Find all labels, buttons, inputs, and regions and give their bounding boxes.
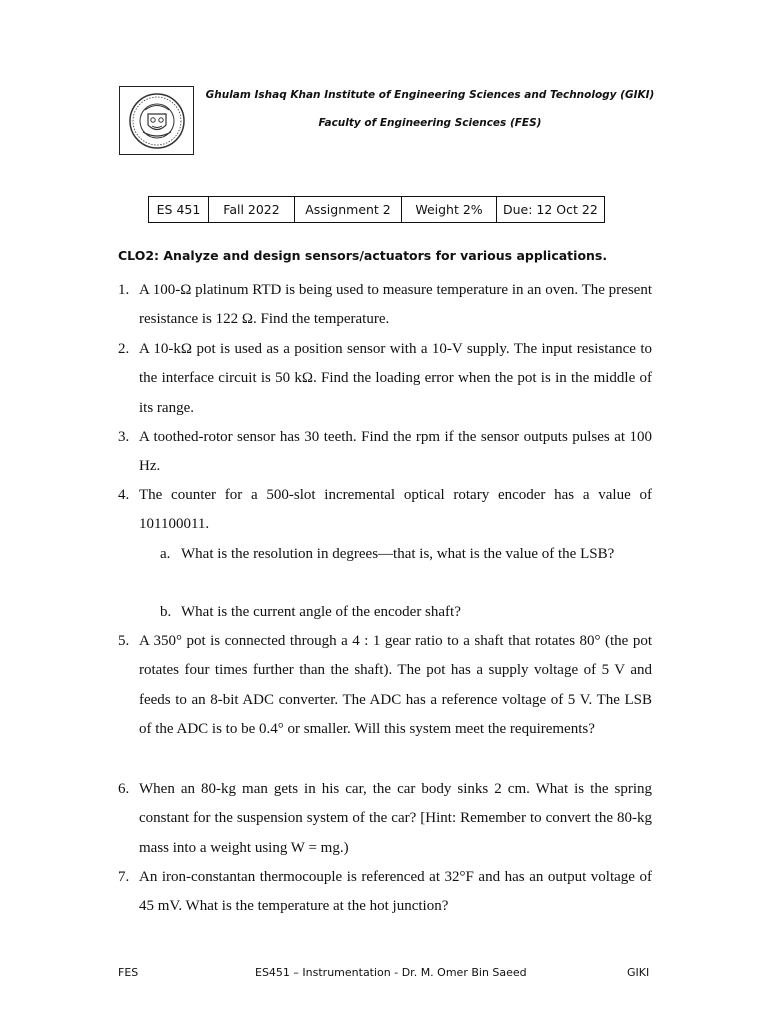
footer-left: FES <box>118 966 139 979</box>
part-label: a. <box>160 546 171 562</box>
weight-cell: Weight 2% <box>402 197 497 223</box>
table-row <box>149 197 605 223</box>
giki-seal-icon <box>128 92 186 150</box>
institute-logo <box>119 86 194 155</box>
institute-name: Ghulam Ishaq Khan Institute of Engineering Sciences and Technology (GIKI) <box>205 89 655 101</box>
question-text: A 350° pot is connected through a 4 : 1 gear ratio to a shaft that rotates 80° (the pot rotates four times further than the shaft). The pot has a supply voltage of 5 V and feeds to an 8-bit ADC converter. The ADC has a reference voltage of 5 V. The LSB of the ADC is to be 0.4° or smaller. Will this system meet the requirements? <box>139 633 652 737</box>
question-number: 6. <box>118 781 130 797</box>
assignment-cell: Assignment 2 <box>295 197 402 223</box>
part-text: What is the resolution in degrees—that is, what is the value of the LSB? <box>181 546 615 562</box>
clo-heading: CLO2: Analyze and design sensors/actuators for various applications. <box>118 248 608 263</box>
question-text: The counter for a 500-slot incremental optical rotary encoder has a value of 101100011. <box>139 487 652 533</box>
question-4 <box>118 481 652 540</box>
question-text: A 100-Ω platinum RTD is being used to measure temperature in an oven. The present resistance is 122 Ω. Find the temperature. <box>139 282 652 328</box>
question-number: 7. <box>118 869 130 885</box>
question-number: 2. <box>118 341 130 357</box>
question-text: A 10-kΩ pot is used as a position sensor with a 10-V supply. The input resistance to the interface circuit is 50 kΩ. Find the loading error when the pot is in the middle of its range. <box>139 341 652 416</box>
question-2 <box>118 335 652 423</box>
question-number: 1. <box>118 282 130 298</box>
semester-cell: Fall 2022 <box>209 197 295 223</box>
question-7 <box>118 863 652 922</box>
footer-center: ES451 – Instrumentation - Dr. M. Omer Bin Saeed <box>255 966 527 979</box>
question-5 <box>118 627 652 744</box>
question-4a <box>160 540 652 569</box>
question-number: 3. <box>118 429 130 445</box>
part-text: What is the current angle of the encoder shaft? <box>181 604 461 620</box>
part-label: b. <box>160 604 172 620</box>
question-4b <box>160 598 652 627</box>
course-code-cell: ES 451 <box>149 197 209 223</box>
faculty-name: Faculty of Engineering Sciences (FES) <box>318 117 542 129</box>
question-1 <box>118 276 652 335</box>
question-number: 5. <box>118 633 130 649</box>
question-text: When an 80-kg man gets in his car, the car body sinks 2 cm. What is the spring constant for the suspension system of the car? [Hint: Remember to convert the 80-kg mass into a weight using W = mg.) <box>139 781 652 856</box>
question-3 <box>118 423 652 482</box>
question-number: 4. <box>118 487 130 503</box>
due-date-cell: Due: 12 Oct 22 <box>497 197 605 223</box>
question-text: A toothed-rotor sensor has 30 teeth. Find the rpm if the sensor outputs pulses at 100 Hz. <box>139 429 652 475</box>
course-info-table <box>148 196 605 223</box>
footer-right: GIKI <box>627 966 650 979</box>
question-6 <box>118 775 652 863</box>
question-text: An iron-constantan thermocouple is referenced at 32°F and has an output voltage of 45 mV. What is the temperature at the hot junction? <box>139 869 652 915</box>
